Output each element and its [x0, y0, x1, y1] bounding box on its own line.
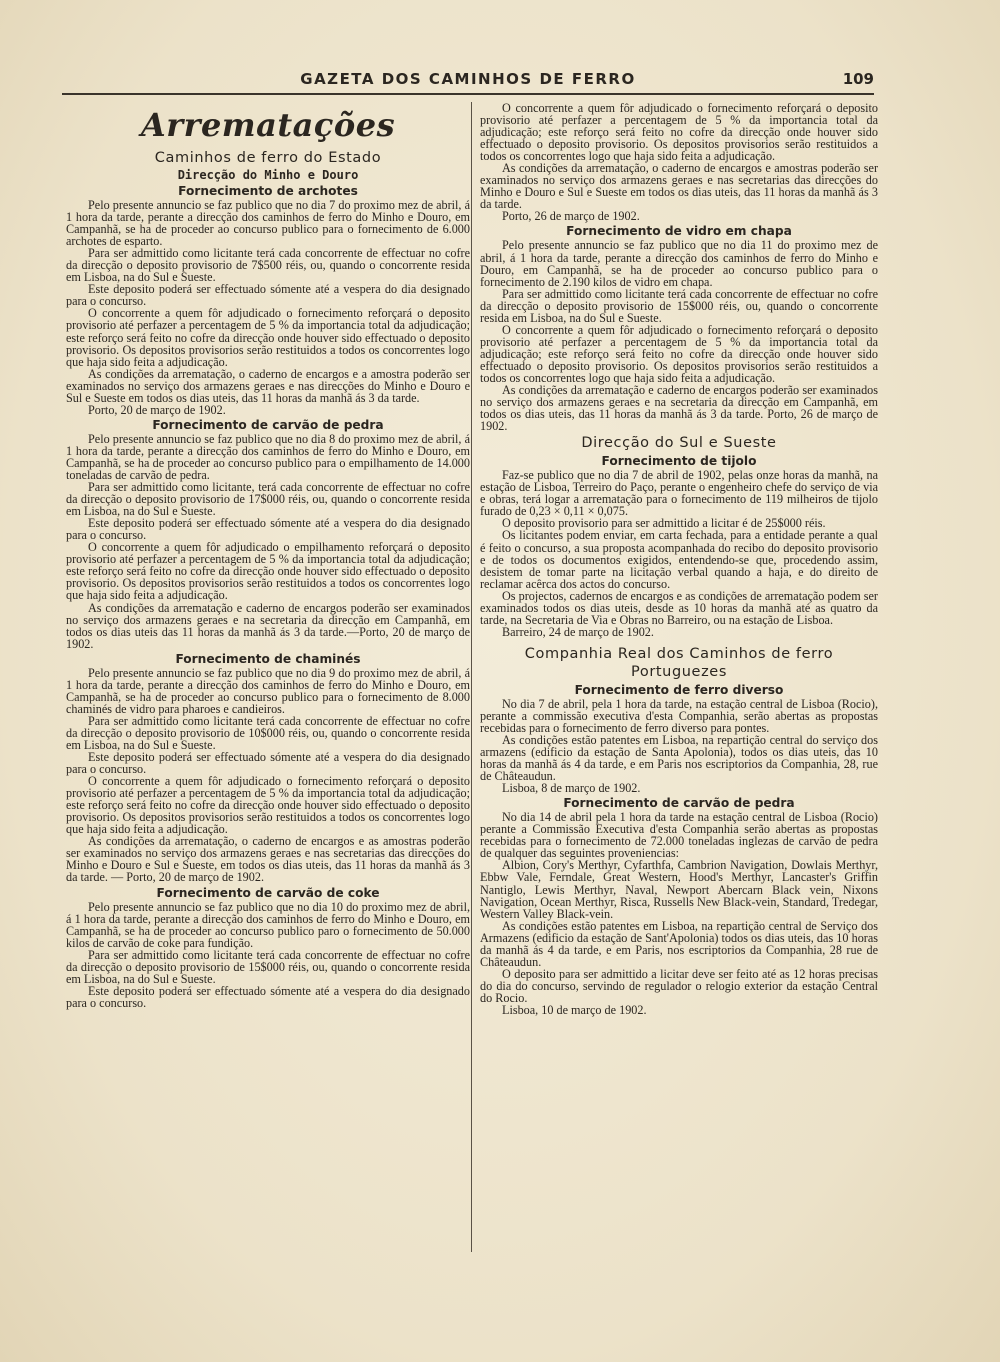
notice-paragraph: Para ser admittido como licitante terá cada concorrente de effectuar no cofre da direcção o deposito provisorio de 15$000 réis, ou, quando o concorrente resida em Lisboa, na do Sul e Sueste. — [480, 286, 878, 325]
notice-paragraph: O concorrente a quem fôr adjudicado o fornecimento reforçará o deposito provisorio até perfazer a percentagem de 5 % da importancia total da adjudicação; este reforço será feito no cofre da direcção onde houver sido effectuado o deposito provisorio. Os depositos provisorios serão restituidos a todos os concorrentes logo que haja sido feita a adjudicação. — [66, 774, 470, 837]
notice-signoff: Lisboa, 8 de março de 1902. — [502, 781, 641, 796]
notice-paragraph: As condições da arrematação e caderno de encargos poderão ser examinados no serviço dos armazens geraes e na secretaria da direcção em Campanhã, em todos os dias uteis, das 11 horas da manhã ás 3 da tarde. Porto, 26 de março de 1902. — [480, 383, 878, 434]
notice-paragraph: O concorrente a quem fôr adjudicado o fornecimento reforçará o deposito provisorio até perfazer a percentagem de 5 % da importancia total da adjudicação; este reforço será feito no cofre da direcção onde houver sido effectuado o deposito provisorio. Os depositos provisorios serão restituidos a todos os concorrentes logo que haja sido feita a adjudicação. — [66, 306, 470, 369]
notice-paragraph: Pelo presente annuncio se faz publico que no dia 10 do proximo mez de abril, á 1 hora da tarde, perante a direcção dos caminhos de ferro do Minho e Douro, em Campanhã, se ha de proceder ao concurso publico paro o fornecimento de 50.000 kilos de carvão de coke para fundição. — [66, 899, 470, 950]
notice-paragraph: Este deposito poderá ser effectuado sómente até a vespera do dia designado para o concurso. — [66, 983, 470, 1010]
notice-paragraph: Para ser admittido como licitante terá cada concorrente de effectuar no cofre da direcção o deposito provisorio de 15$000 réis, ou, quando o concorrente resida em Lisboa, na do Sul e Sueste. — [66, 947, 470, 986]
section-title: Companhia Real dos Caminhos de ferro — [524, 645, 834, 662]
notice-paragraph: Albion, Cory's Merthyr, Cyfarthfa, Cambrion Navigation, Dowlais Merthyr, Ebbw Vale, Ferndale, Great Western, Hood's Merthyr, Lancaster's Griffin Nantiglo, Lewis Merthyr, Naval, Newport Abercarn Black vein, Nixons Navigation, Ocean Merthyr, Risca, Russells New Black-vein, Standard, Tredegar, Western Valley Black-vein. — [480, 858, 878, 921]
section-title: Caminhos de ferro do Estado — [154, 150, 382, 166]
column-divider — [471, 102, 472, 1252]
section-title: Direcção do Sul e Sueste — [581, 435, 777, 452]
notice-paragraph: Este deposito poderá ser effectuado sómente até a vespera do dia designado para o concurso. — [66, 516, 470, 543]
notice-paragraph: Pelo presente annuncio se faz publico que no dia 9 do proximo mez de abril, á 1 hora da tarde, perante a direcção dos caminhos de ferro do Minho e Douro, em Campanhã, se ha de proceder ao concurso publico para o fornecimento de 8.000 chaminés de vidro para pharoes e candieiros. — [66, 665, 470, 716]
notice-title: Fornecimento de chaminés — [175, 651, 361, 666]
notice-paragraph: As condições da arrematação, o caderno de encargos e as amostras poderão ser examinados no serviço dos armazens geraes e nas secretarias das direcções do Minho e Douro e Sul e Sueste, em todos os dias uteis, das 11 horas da manhã ás 3 da tarde. — Porto, 20 de março de 1902. — [66, 834, 470, 885]
notice-paragraph: Para ser admittido como licitante terá cada concorrente de effectuar no cofre da direcção o deposito provisorio de 7$500 réis, ou, quando o concorrente resida em Lisboa, na do Sul e Sueste. — [66, 246, 470, 285]
notice-paragraph: Faz-se publico que no dia 7 de abril de 1902, pelas onze horas da manhã, na estação de Lisboa, Terreiro do Paço, perante o engenheiro chefe do serviço de via e obras, terá logar a arrematação para o fornecimento de 119 milheiros de tijolo furado de 0,23 × 0,11 × 0,075. — [480, 468, 878, 519]
notice-title: Fornecimento de tijolo — [601, 454, 757, 469]
notice-paragraph: Para ser admittido como licitante terá cada concorrente de effectuar no cofre da direcção o deposito provisorio de 10$000 réis, ou, quando o concorrente resida em Lisboa, na do Sul e Sueste. — [66, 713, 470, 752]
notice-paragraph: Pelo presente annuncio se faz publico que no dia 11 do proximo mez de abril, á 1 hora da tarde, perante a direcção dos caminhos de ferro do Minho e Douro, em Campanhã, se ha de proceder ao concurso publico para o fornecimento de 2.190 kilos de vidro em chapa. — [480, 238, 878, 289]
section-title-continued: Portuguezes — [631, 663, 727, 680]
notice-title: Fornecimento de carvão de coke — [156, 885, 380, 900]
notice-paragraph: Pelo presente annuncio se faz publico que no dia 7 do proximo mez de abril, á 1 hora da tarde, perante a direcção dos caminhos de ferro do Minho e Douro, em Campanhã, se ha de proceder ao concurso publico para o fornecimento de 6.000 archotes de esparto. — [66, 198, 470, 249]
notice-title: Fornecimento de carvão de pedra — [152, 417, 384, 432]
page-number: 109 — [842, 70, 874, 88]
notice-paragraph: Os licitantes podem enviar, em carta fechada, para a entidade perante a qual é feito o concurso, a sua proposta acompanhada do recibo do deposito provisorio e de todos os documentos exigidos, entendendo-se que, procedendo assim, desistem de tomar parte na licitação verbal quando a haja, e do direito de reclamar acêrca dos actos do concurso. — [480, 528, 878, 591]
notice-paragraph: Pelo presente annuncio se faz publico que no dia 8 do proximo mez de abril, á 1 hora da tarde, perante a direcção dos caminhos de ferro do Minho e Douro, em Campanhã, se ha de proceder ao concurso publico para o empilhamento de 14.000 toneladas de carvão de pedra. — [66, 431, 470, 482]
notice-paragraph: O concorrente a quem fôr adjudicado o empilhamento reforçará o deposito provisorio até perfazer a percentagem de 5 % da importancia total da adjudicação; este reforço será feito no cofre da direcção onde houver sido effectuado o deposito provisorio. Os depositos provisorios serão restituidos a todos os concorrentes logo que haja sido feita a adjudicação. — [66, 540, 470, 603]
notice-paragraph: As condições da arrematação, o caderno de encargos e amostras poderão ser examinados no serviço dos armazens geraes e nas secretarias das direcções do Minho e Douro e Sul e Sueste em todos os dias uteis, das 11 horas da manhã ás 3 da tarde. — [480, 161, 878, 212]
notice-title: Fornecimento de archotes — [178, 184, 358, 198]
notice-signoff: Lisboa, 10 de março de 1902. — [502, 1003, 647, 1017]
notice-paragraph: O concorrente a quem fôr adjudicado o fornecimento reforçará o deposito provisorio até perfazer a percentagem de 5 % da importancia total da adjudicação; este reforço será feito no cofre da direcção onde houver sido effectuado o deposito provisorio. Os depositos provisorios serão restituidos a todos os concorrentes logo que haja sido feita a adjudicação. — [480, 322, 878, 385]
notice-paragraph: Para ser admittido como licitante, terá cada concorrente de effectuar no cofre da direcção o deposito provisorio de 17$000 réis, ou, quando o concorrente resida em Lisboa, na do Sul e Sueste. — [66, 480, 470, 519]
notice-title: Fornecimento de ferro diverso — [574, 682, 784, 697]
notice-paragraph: As condições estão patentes em Lisboa, na repartição central do serviço dos armazens (edificio da estação de Santa Apolonia), todos os dias uteis, das 10 horas da manhã ás 4 da tarde, e em Paris nos escriptorios da Companhia, 28, rue de Châteaudun. — [480, 733, 878, 784]
notice-paragraph: No dia 7 de abril, pela 1 hora da tarde, na estação central de Lisboa (Rocio), perante a commissão executiva d'esta Companhia, serão abertas as propostas recebidas para o fornecimento de ferro diverso para pontes. — [480, 696, 878, 735]
notice-title: Fornecimento de vidro em chapa — [566, 224, 792, 239]
publication-title: GAZETA DOS CAMINHOS DE FERRO — [300, 70, 636, 88]
page-header — [62, 70, 874, 94]
notice-signoff: Porto, 20 de março de 1902. — [88, 402, 226, 417]
notice-paragraph: As condições estão patentes em Lisboa, na repartição central de Serviço dos Armazens (edificio da estação de Sant'Apolonia) todos os dias uteis, das 10 horas da manhã ás 4 da tarde, e em Paris, nos escriptorios da Companhia, 28 rue de Châteaudun. — [480, 918, 878, 969]
notice-paragraph: O concorrente a quem fôr adjudicado o fornecimento reforçará o deposito provisorio até perfazer a percentagem de 5 % da importancia total da adjudicação; este reforço será feito no cofre da direcção onde houver sido effectuado o deposito provisorio. Os depositos provisorios serão restituidos a todos os concorrentes logo que haja sido feita a adjudicação. — [480, 101, 878, 164]
notice-paragraph: O deposito para ser admittido a licitar deve ser feito até as 12 horas precisas do dia do concurso, servindo de regulador o relogio exterior da estação Central do Rocio. — [480, 966, 878, 1005]
subsection-title: Direcção do Minho e Douro — [177, 168, 359, 182]
notice-paragraph: As condições da arrematação, o caderno de encargos e a amostra poderão ser examinados no serviço dos armazens geraes e nas direcções do Minho e Douro e Sul e Sueste em todos os dias uteis, das 11 horas da manhã ás 3 da tarde. — [66, 366, 470, 405]
left-column — [66, 102, 470, 1009]
notice-paragraph: As condições da arrematação e caderno de encargos poderão ser examinados no serviço dos armazens geraes e na secretaria da direcção em Campanhã, em todos os dias uteis das 11 horas da manhã ás 3 da tarde.—Porto, 20 de março de 1902. — [66, 600, 470, 651]
notice-paragraph: Os projectos, cadernos de encargos e as condições de arrematação podem ser examinados todos os dias uteis, desde as 10 horas da manhã até as quatro da tarde, na Secretaria de Via e Obras no Barreiro, ou na estação de Lisboa. — [480, 588, 878, 627]
notice-title: Fornecimento de carvão de pedra — [563, 796, 795, 811]
notice-paragraph: No dia 14 de abril pela 1 hora da tarde na estação central de Lisboa (Rocio) perante a Commissão Executiva d'esta Companhia serão abertas as propostas recebidas para o fornecimento de 72.000 toneladas inglezas de carvão de pedra de qualquer das seguintes proveniencias: — [480, 810, 878, 861]
notice-signoff: Porto, 26 de março de 1902. — [502, 209, 640, 224]
header-rule — [62, 93, 874, 95]
notice-paragraph: Este deposito poderá ser effectuado sómente até a vespera do dia designado para o concurso. — [66, 282, 470, 309]
right-column — [480, 102, 878, 1016]
notice-paragraph: Este deposito poderá ser effectuado sómente até a vespera do dia designado para o concurso. — [66, 750, 470, 777]
notice-paragraph: O deposito provisorio para ser admittido a licitar é de 25$000 réis. — [502, 516, 826, 531]
main-title: Arrematações — [140, 106, 396, 144]
notice-signoff: Barreiro, 24 de março de 1902. — [502, 624, 654, 639]
